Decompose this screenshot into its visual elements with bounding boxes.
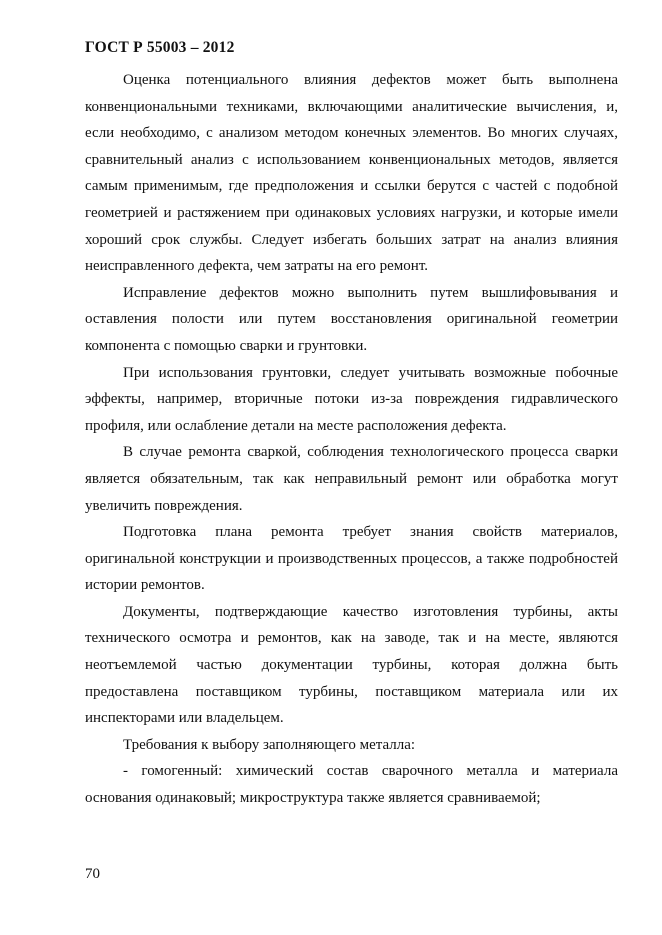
body-text — [85, 67, 618, 812]
paragraph-primer-effects: При использования грунтовки, следует учитывать возможные побочные эффекты, например, вторичные потоки из-за повреждения гидравлического профиля, или ослабление детали на месте расположения дефекта. — [85, 364, 618, 434]
paragraph-filler-requirements: Требования к выбору заполняющего металла: — [123, 736, 416, 753]
page-number: 70 — [85, 866, 100, 882]
paragraph-documents: Документы, подтверждающие качество изготовления турбины, акты технического осмотра и ремонтов, как на заводе, так и на месте, являются неотъемлемой частью документации турбины, которая должна быть предоставлена поставщиком турбины, поставщиком материала или их инспекторами или владельцем. — [85, 603, 618, 727]
standard-designation: ГОСТ Р 55003 – 2012 — [85, 39, 235, 56]
paragraph-defect-assessment: Оценка потенциального влияния дефектов может быть выполнена конвенциональными техниками, включающими аналитические вычисления, и, если необходимо, с анализом методом конечных элементов. Во многих случаях, сравнительный анализ с использованием конвенциональных методов, является самым применимым, где предположения и ссылки берутся с частей с подобной геометрией и растяжением при одинаковых условиях нагрузки, и которые имели хороший срок службы. Следует избегать больших затрат на анализ влияния неисправленного дефекта, чем затраты на его ремонт. — [85, 72, 618, 275]
paragraph-repair-plan: Подготовка плана ремонта требует знания свойств материалов, оригинальной конструкции и производственных процессов, а также подробностей истории ремонтов. — [85, 524, 618, 594]
paragraph-weld-repair: В случае ремонта сваркой, соблюдения технологического процесса сварки является обязательным, так как неправильный ремонт или обработка могут увеличить повреждения. — [85, 444, 618, 514]
paragraph-defect-correction: Исправление дефектов можно выполнить путем вышлифовывания и оставления полости или путем восстановления оригинальной геометрии компонента с помощью сварки и грунтовки. — [85, 284, 618, 354]
paragraph-homogeneous: - гомогенный: химический состав сварочного металла и материала основания одинаковый; микроструктура также является сравниваемой; — [85, 763, 618, 807]
